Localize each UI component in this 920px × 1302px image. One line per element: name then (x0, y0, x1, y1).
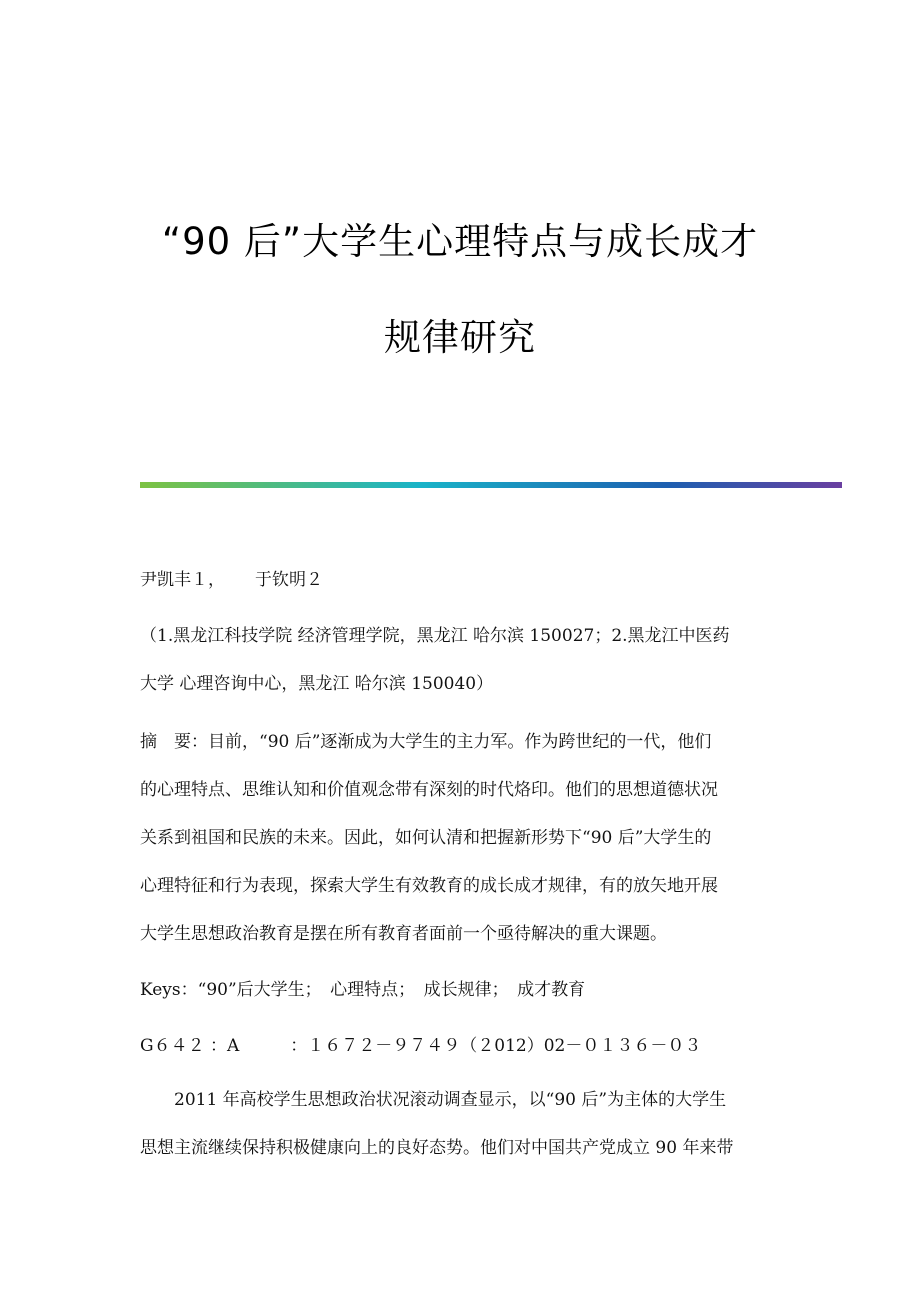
author-name-1: 尹凯丰１， (140, 570, 225, 590)
abstract-line-3: 关系到祖国和民族的未来。因此，如何认清和把握新形势下“90 后”大学生的 (140, 828, 712, 848)
affiliation-line-2: 大学 心理咨询中心，黑龙江 哈尔滨 150040） (140, 674, 494, 694)
body-paragraph-line-1: 2011 年高校学生思想政治状况滚动调查显示，以“90 后”为主体的大学生 (174, 1090, 727, 1110)
abstract-line-5: 大学生思想政治教育是摆在所有教育者面前一个亟待解决的重大课题。 (140, 924, 667, 944)
body-paragraph-line-2: 思想主流继续保持积极健康向上的良好态势。他们对中国共产党成立 90 年来带 (140, 1138, 734, 1158)
paper-title-line-2: 规律研究 (384, 316, 536, 359)
author-name-2: 于钦明２ (255, 570, 323, 590)
affiliation-line-1: （1.黑龙江科技学院 经济管理学院，黑龙江 哈尔滨 150027；2.黑龙江中医药 (140, 626, 730, 646)
paper-title-line-1: “90 后”大学生心理特点与成长成才 (161, 220, 759, 263)
abstract-line-4: 心理特征和行为表现，探索大学生有效教育的成长成才规律，有的放矢地开展 (140, 876, 718, 896)
abstract-line-2: 的心理特点、思维认知和价值观念带有深刻的时代烙印。他们的思想道德状况 (140, 780, 718, 800)
abstract-line-1: 摘 要：目前，“90 后”逐渐成为大学生的主力军。作为跨世纪的一代，他们 (140, 732, 712, 752)
gradient-divider (140, 482, 842, 488)
author-line (140, 568, 780, 592)
classification-line: G６４２ ：A ：１６７２－９７４９（２012）02－０１３６－０３ (140, 1036, 702, 1056)
keywords-line: Keys：“90”后大学生； 心理特点； 成长规律； 成才教育 (140, 980, 586, 1000)
